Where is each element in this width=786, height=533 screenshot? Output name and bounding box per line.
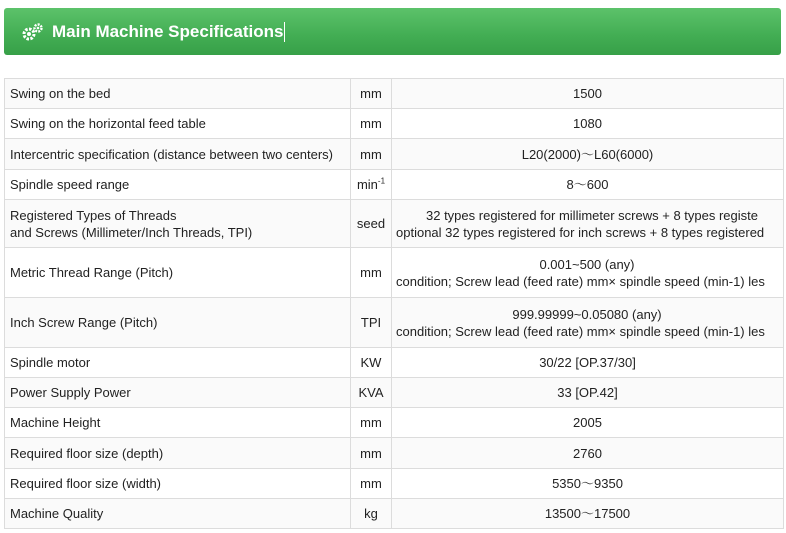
table-row [5,298,784,348]
section-header [4,8,781,55]
spec-unit: mm [351,79,392,109]
spec-item: Power Supply Power [5,378,351,408]
spec-item [5,200,351,248]
spec-value: 8～600 [392,170,784,200]
spec-value [392,248,784,298]
table-row [5,200,784,248]
spec-value: 13500～17500 [392,499,784,529]
table-row [5,109,784,139]
spec-item: Spindle speed range [5,170,351,200]
spec-value: 1080 [392,109,784,139]
spec-unit: mm [351,248,392,298]
spec-item: Swing on the horizontal feed table [5,109,351,139]
table-row [5,378,784,408]
table-row [5,348,784,378]
spec-value-line: condition; Screw lead (feed rate) mm× spindle speed (min-1) les [396,323,765,339]
spec-unit: mm [351,469,392,499]
spec-unit-base: min [356,177,378,192]
spec-value: 30/22 [OP.37/30] [392,348,784,378]
spec-unit [351,170,392,200]
spec-unit: kg [351,499,392,529]
spec-unit: KVA [351,378,392,408]
table-row [5,248,784,298]
spec-unit: TPI [351,298,392,348]
spec-unit: mm [351,109,392,139]
table-row [5,408,784,438]
spec-value: 2005 [392,408,784,438]
spec-value: 33 [OP.42] [392,378,784,408]
spec-value-line: optional 32 types registered for inch screws + 8 types registered [396,224,765,240]
spec-value: 1500 [392,79,784,109]
spec-unit-exponent: -1 [377,176,386,186]
spec-value-line: 0.001~500 (any) [539,256,635,272]
spec-unit: mm [351,438,392,469]
spec-item: Machine Quality [5,499,351,529]
spec-unit: mm [351,408,392,438]
gears-icon [20,21,46,43]
spec-value [392,298,784,348]
spec-item: Required floor size (depth) [5,438,351,469]
spec-item: Inch Screw Range (Pitch) [5,298,351,348]
spec-item: Spindle motor [5,348,351,378]
spec-item: Metric Thread Range (Pitch) [5,248,351,298]
spec-unit: seed [351,200,392,248]
spec-unit: KW [351,348,392,378]
spec-value-line: 999.99999~0.05080 (any) [512,306,662,322]
spec-value-line: 32 types registered for millimeter screws + 8 types registe [426,207,758,223]
table-row [5,438,784,469]
table-row [5,79,784,109]
table-row [5,469,784,499]
spec-value: 2760 [392,438,784,469]
spec-value: 5350～9350 [392,469,784,499]
table-row [5,170,784,200]
spec-value [392,200,784,248]
spec-item-line: Registered Types of Threads [10,207,177,223]
table-row [5,499,784,529]
spec-item: Required floor size (width) [5,469,351,499]
spec-value-line: condition; Screw lead (feed rate) mm× spindle speed (min-1) les [396,273,765,289]
spec-item: Swing on the bed [5,79,351,109]
spec-item: Intercentric specification (distance between two centers) [5,139,351,170]
spec-unit: mm [351,139,392,170]
spec-item-line: and Screws (Millimeter/Inch Threads, TPI) [10,224,253,240]
specifications-table [4,78,784,529]
spec-value: L20(2000)～L60(6000) [392,139,784,170]
table-row [5,139,784,170]
spec-item: Machine Height [5,408,351,438]
page-title: Main Machine Specifications [52,21,284,41]
